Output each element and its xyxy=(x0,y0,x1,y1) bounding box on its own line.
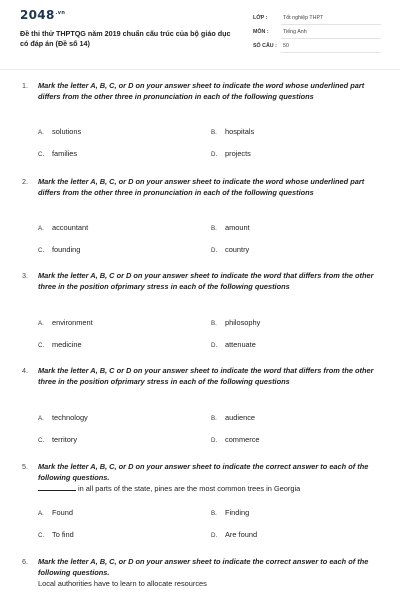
option-text: country xyxy=(225,245,250,254)
logo-text: 2048 xyxy=(20,8,55,22)
question-number: 4. xyxy=(22,366,28,375)
question-prompt: Mark the letter A, B, C, or D on your answer sheet to indicate the word whose underlined part differs from the other three in pronunciation in each of the following questions xyxy=(38,81,365,101)
option-a[interactable] xyxy=(38,223,88,232)
option-text: Finding xyxy=(225,508,250,517)
option-letter: D. xyxy=(211,532,218,539)
meta-value: Tốt nghiệp THPT xyxy=(283,15,324,21)
option-letter: C. xyxy=(38,151,45,158)
meta-row-class xyxy=(253,13,381,25)
option-letter: A. xyxy=(38,129,44,136)
option-letter: D. xyxy=(211,342,218,349)
meta-label: SỐ CÂU : xyxy=(253,43,277,49)
question-number: 3. xyxy=(22,271,28,280)
site-logo[interactable] xyxy=(20,8,65,22)
option-letter: C. xyxy=(38,532,45,539)
meta-value: Tiếng Anh xyxy=(283,29,307,35)
option-letter: A. xyxy=(38,320,44,327)
option-text: territory xyxy=(52,435,78,444)
sentence-text: in all parts of the state, pines are the most common trees in Georgia xyxy=(78,484,301,493)
option-letter: B. xyxy=(211,415,217,422)
meta-row-subject xyxy=(253,27,381,39)
option-c[interactable] xyxy=(38,149,77,158)
option-c[interactable] xyxy=(38,435,77,444)
option-letter: D. xyxy=(211,151,218,158)
option-c[interactable] xyxy=(38,530,74,539)
meta-underline xyxy=(281,52,381,53)
option-text: Are found xyxy=(225,530,258,539)
answer-blank xyxy=(38,490,76,491)
option-letter: A. xyxy=(38,510,44,517)
option-text: families xyxy=(52,149,78,158)
question-number: 6. xyxy=(22,557,28,566)
option-d[interactable] xyxy=(211,435,260,444)
option-b[interactable] xyxy=(211,223,250,232)
header-divider xyxy=(0,69,400,70)
option-b[interactable] xyxy=(211,413,255,422)
option-d[interactable] xyxy=(211,245,249,254)
question-sentence xyxy=(38,484,386,495)
logo-suffix: .vn xyxy=(55,10,66,16)
option-text: commerce xyxy=(225,435,260,444)
exam-title: Đề thi thử THPTQG năm 2019 chuẩn cấu trúc của bộ giáo dục có đáp án (Đề số 14) xyxy=(20,29,231,48)
option-text: solutions xyxy=(52,127,82,136)
question-number: 1. xyxy=(22,81,28,90)
option-text: medicine xyxy=(52,340,82,349)
meta-underline xyxy=(281,24,381,25)
option-text: founding xyxy=(52,245,81,254)
option-letter: C. xyxy=(38,247,45,254)
option-a[interactable] xyxy=(38,127,81,136)
question-prompt: Mark the letter A, B, C, or D on your answer sheet to indicate the correct answer to each of the following questions. xyxy=(38,462,369,482)
option-text: philosophy xyxy=(225,318,261,327)
option-letter: B. xyxy=(211,510,217,517)
option-letter: A. xyxy=(38,225,44,232)
meta-label: LỚP : xyxy=(253,15,268,21)
option-c[interactable] xyxy=(38,340,82,349)
option-text: To find xyxy=(52,530,74,539)
option-text: audience xyxy=(225,413,255,422)
option-letter: D. xyxy=(211,247,218,254)
option-d[interactable] xyxy=(211,149,251,158)
meta-row-question-count xyxy=(253,41,381,53)
option-text: hospitals xyxy=(225,127,255,136)
option-letter: B. xyxy=(211,320,217,327)
option-text: projects xyxy=(225,149,251,158)
meta-label: MÔN : xyxy=(253,29,269,35)
option-letter: C. xyxy=(38,342,45,349)
option-text: environment xyxy=(52,318,93,327)
meta-underline xyxy=(281,38,381,39)
question-prompt: Mark the letter A, B, C or D on your answer sheet to indicate the word that differs from the other three in the position ofprimary stress in each of the following questions xyxy=(38,271,374,291)
option-letter: A. xyxy=(38,415,44,422)
option-a[interactable] xyxy=(38,508,73,517)
option-d[interactable] xyxy=(211,530,257,539)
question-number: 2. xyxy=(22,177,28,186)
question-prompt: Mark the letter A, B, C, or D on your answer sheet to indicate the correct answer to each of the following questions. xyxy=(38,557,369,577)
option-b[interactable] xyxy=(211,127,254,136)
option-c[interactable] xyxy=(38,245,80,254)
question-number: 5. xyxy=(22,462,28,471)
question-prompt: Mark the letter A, B, C or D on your answer sheet to indicate the word that differs from the other three in the position ofprimary stress in each of the following questions xyxy=(38,366,374,386)
question-prompt: Mark the letter A, B, C, or D on your answer sheet to indicate the word whose underlined part differs from the other three in pronunciation in each of the following questions xyxy=(38,177,365,197)
option-letter: B. xyxy=(211,225,217,232)
option-text: Found xyxy=(52,508,73,517)
question-sentence: Local authorities have to learn to allocate resources xyxy=(38,579,207,588)
option-text: amount xyxy=(225,223,250,232)
option-b[interactable] xyxy=(211,318,260,327)
option-a[interactable] xyxy=(38,318,93,327)
option-letter: B. xyxy=(211,129,217,136)
option-text: attenuate xyxy=(225,340,256,349)
option-text: accountant xyxy=(52,223,89,232)
option-letter: C. xyxy=(38,437,45,444)
option-d[interactable] xyxy=(211,340,256,349)
option-letter: D. xyxy=(211,437,218,444)
option-a[interactable] xyxy=(38,413,88,422)
page-header xyxy=(0,0,400,62)
option-b[interactable] xyxy=(211,508,249,517)
option-text: technology xyxy=(52,413,88,422)
meta-value: 50 xyxy=(283,43,289,49)
